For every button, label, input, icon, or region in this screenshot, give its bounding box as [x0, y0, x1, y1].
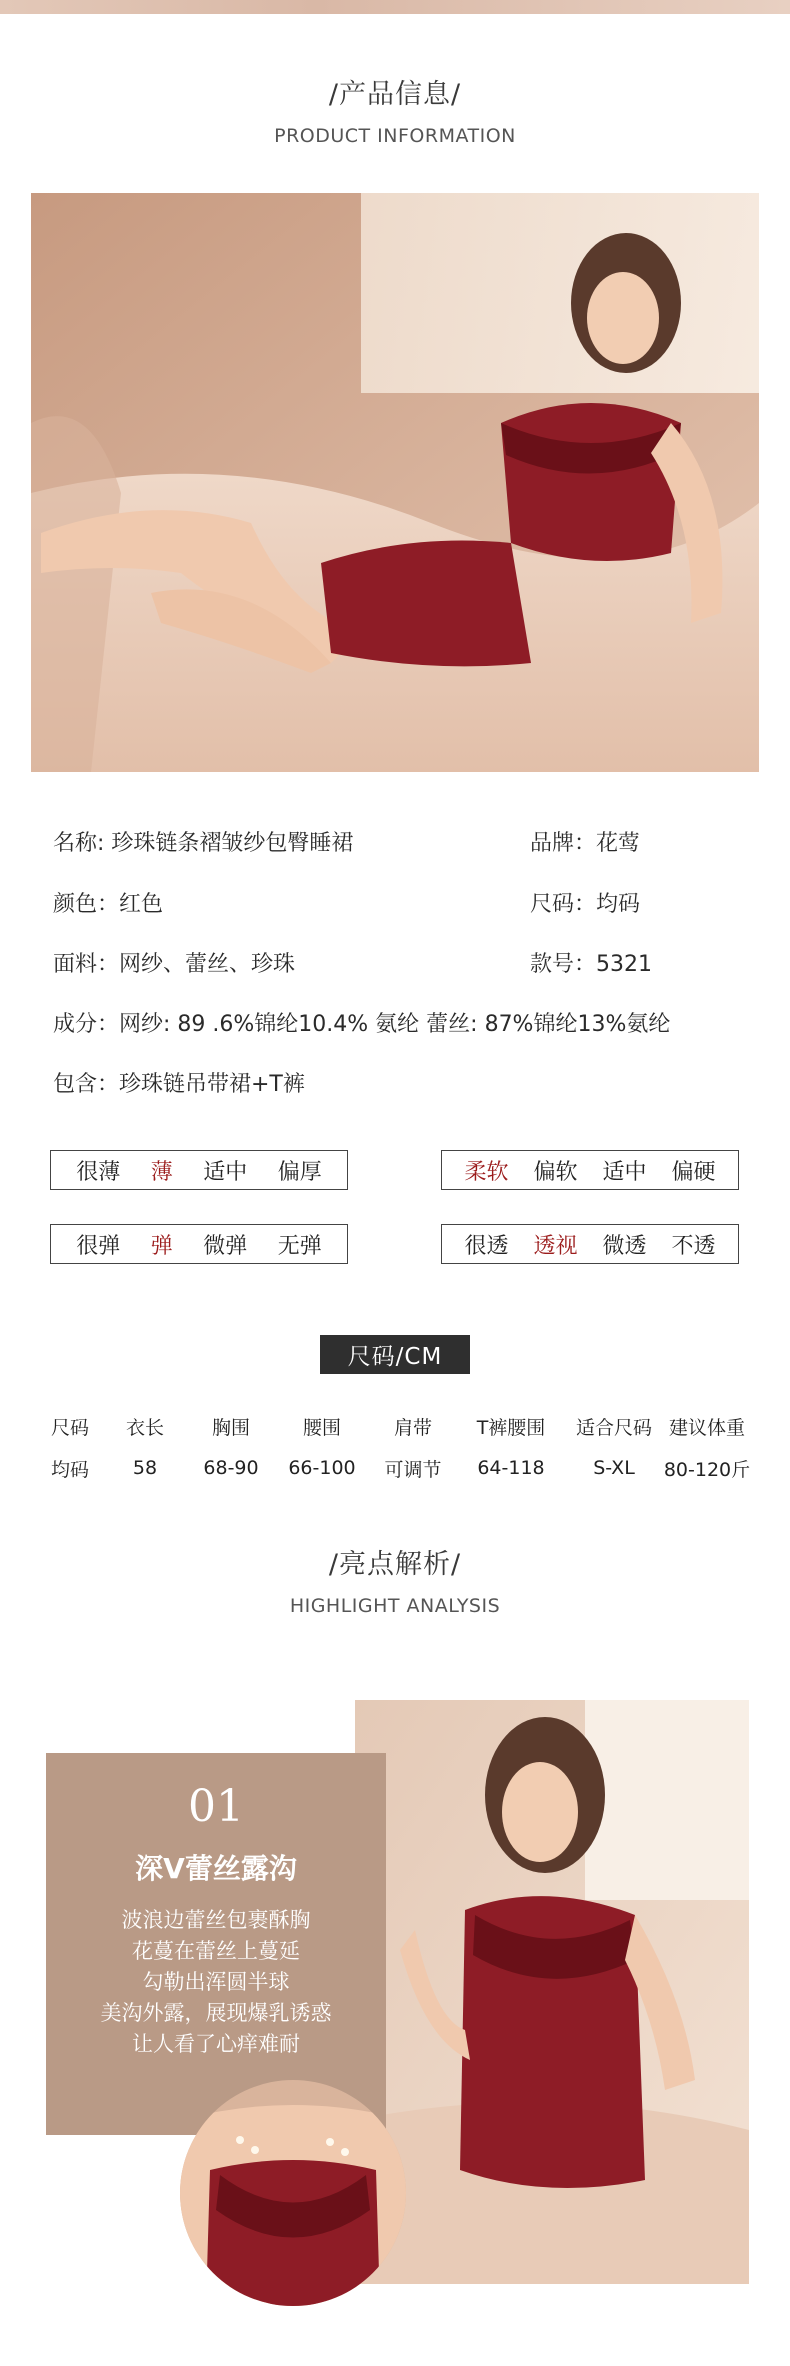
elasticity-option-selected: 弹	[150, 1233, 173, 1259]
size-chart-cell: S-XL	[593, 1457, 635, 1479]
size-chart-cell: 可调节	[384, 1458, 442, 1481]
elasticity-scale	[50, 1224, 348, 1264]
size-chart-header: 腰围	[302, 1416, 341, 1439]
elasticity-option: 无弹	[277, 1233, 322, 1259]
transparency-option: 不透	[671, 1233, 716, 1259]
highlight-photo	[355, 1700, 749, 2284]
highlight-desc-line: 波浪边蕾丝包裹酥胸	[121, 1908, 311, 1932]
softness-option: 偏软	[533, 1159, 578, 1185]
highlight-desc-line: 花蔓在蕾丝上蔓延	[132, 1939, 300, 1963]
softness-option: 偏硬	[671, 1159, 716, 1185]
transparency-option-selected: 透视	[533, 1233, 578, 1259]
size-chart-header-row	[38, 1405, 752, 1447]
size-chart-table	[38, 1405, 752, 1489]
highlight-number: 01	[188, 1781, 244, 1832]
softness-scale	[441, 1150, 739, 1190]
product-info-subtitle: PRODUCT INFORMATION	[274, 125, 516, 147]
product-composition: 成分：网纱: 89 .6%锦纶10.4% 氨纶 蕾丝: 87%锦纶13%氨纶	[53, 1012, 671, 1037]
highlight-desc-line: 让人看了心痒难耐	[132, 2032, 300, 2056]
thickness-scale	[50, 1150, 348, 1190]
size-chart-data-row	[38, 1447, 752, 1489]
transparency-option: 很透	[464, 1233, 509, 1259]
highlight-card-title: 深V蕾丝露沟	[135, 1852, 297, 1885]
thickness-option: 很薄	[76, 1159, 121, 1185]
size-chart-cell: 80-120斤	[663, 1458, 751, 1481]
size-chart-cell: 68-90	[203, 1457, 259, 1479]
product-name: 名称: 珍珠链条褶皱纱包臀睡裙	[53, 831, 354, 856]
product-style-no: 款号：5321	[530, 952, 652, 977]
softness-option-selected: 柔软	[464, 1159, 509, 1185]
thickness-option: 偏厚	[277, 1159, 322, 1185]
product-includes: 包含：珍珠链吊带裙+T裤	[53, 1072, 305, 1097]
product-brand: 品牌：花莺	[530, 831, 641, 856]
product-info-heading	[0, 75, 790, 149]
size-chart-cell: 64-118	[477, 1457, 545, 1479]
highlight-desc-line: 勾勒出浑圆半球	[142, 1970, 290, 1994]
transparency-scale	[441, 1224, 739, 1264]
size-chart-cell: 66-100	[288, 1457, 356, 1479]
softness-option: 适中	[602, 1159, 647, 1185]
size-chart-header: 衣长	[125, 1416, 164, 1439]
product-photo	[31, 193, 759, 772]
detail-circle-photo	[180, 2080, 406, 2306]
size-chart-header: 胸围	[211, 1416, 250, 1439]
size-chart-header: 肩带	[393, 1416, 432, 1439]
elasticity-option: 微弹	[203, 1233, 248, 1259]
elasticity-option: 很弹	[76, 1233, 121, 1259]
size-chart-cell: 均码	[50, 1458, 89, 1481]
highlight-card-description	[46, 1905, 386, 2060]
size-chart-header: 尺码	[50, 1416, 89, 1439]
product-fabric: 面料：网纱、蕾丝、珍珠	[53, 952, 296, 977]
size-chart-cell: 58	[132, 1457, 158, 1479]
highlight-heading	[0, 1545, 790, 1619]
highlight-title: /亮点解析/	[328, 1549, 462, 1580]
highlight-card	[46, 1753, 386, 2135]
thickness-option-selected: 薄	[150, 1159, 173, 1185]
transparency-option: 微透	[602, 1233, 647, 1259]
size-chart-header: 建议体重	[668, 1416, 745, 1439]
size-chart-header: 适合尺码	[575, 1416, 652, 1439]
size-chart-header: T裤腰围	[476, 1416, 546, 1439]
highlight-desc-line: 美沟外露，展现爆乳诱惑	[100, 2001, 332, 2025]
size-chart-title: 尺码/CM	[320, 1335, 470, 1374]
thickness-option: 适中	[203, 1159, 248, 1185]
top-image-strip	[0, 0, 790, 14]
product-color: 颜色：红色	[53, 892, 164, 917]
product-size: 尺码：均码	[530, 892, 641, 917]
product-info-title: /产品信息/	[328, 79, 462, 110]
highlight-subtitle: HIGHLIGHT ANALYSIS	[289, 1595, 501, 1617]
